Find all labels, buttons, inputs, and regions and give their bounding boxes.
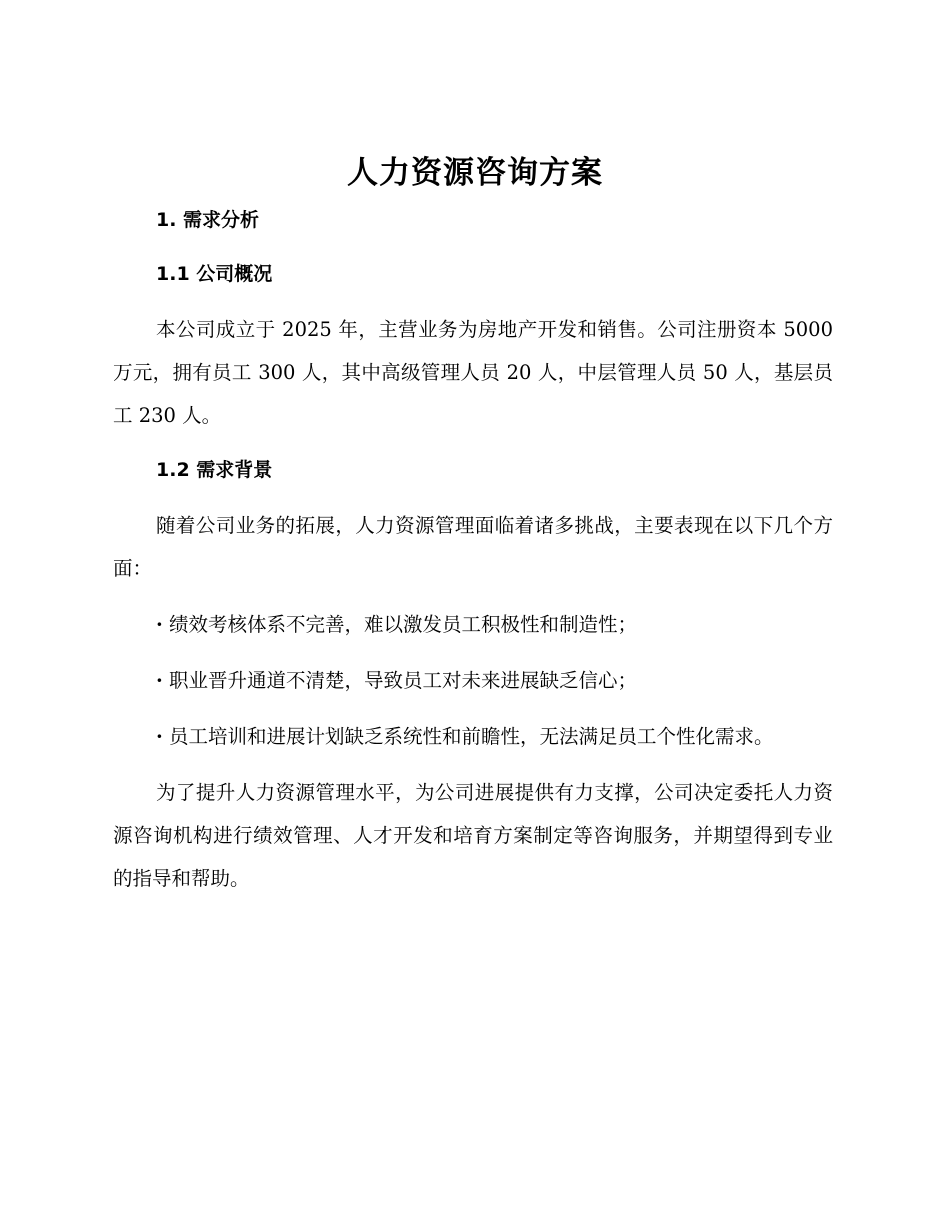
background-intro-paragraph: 随着公司业务的拓展，人力资源管理面临着诸多挑战，主要表现在以下几个方面： bbox=[113, 514, 833, 580]
section-heading-needs-analysis: 1. 需求分析 bbox=[156, 209, 260, 231]
bullet-marker: · bbox=[156, 725, 163, 748]
bullet-text: 员工培训和进展计划缺乏系统性和前瞻性，无法满足员工个性化需求。 bbox=[169, 725, 774, 748]
bullet-text: 绩效考核体系不完善，难以激发员工积极性和制造性； bbox=[169, 613, 638, 636]
subsection-heading-company-overview: 1.1 公司概况 bbox=[156, 263, 273, 285]
bullet-marker: · bbox=[156, 613, 163, 636]
document-title: 人力资源咨询方案 bbox=[347, 155, 603, 191]
bullet-marker: · bbox=[156, 669, 163, 692]
bullet-text: 职业晋升通道不清楚，导致员工对未来进展缺乏信心； bbox=[169, 669, 638, 692]
bullet-item-career-path bbox=[113, 659, 833, 702]
subsection-heading-background: 1.2 需求背景 bbox=[156, 459, 273, 481]
bullet-item-performance bbox=[113, 603, 833, 646]
background-closing-paragraph: 为了提升人力资源管理水平，为公司进展提供有力支撑，公司决定委托人力资源咨询机构进行绩效管理、人才开发和培育方案制定等咨询服务，并期望得到专业的指导和帮助。 bbox=[113, 781, 833, 890]
company-overview-paragraph: 本公司成立于 2025 年，主营业务为房地产开发和销售。公司注册资本 5000 万元，拥有员工 300 人，其中高级管理人员 20 人，中层管理人员 50 人，基层员工 230 人。 bbox=[113, 318, 833, 427]
bullet-item-training bbox=[113, 715, 833, 758]
document-body bbox=[113, 200, 833, 913]
